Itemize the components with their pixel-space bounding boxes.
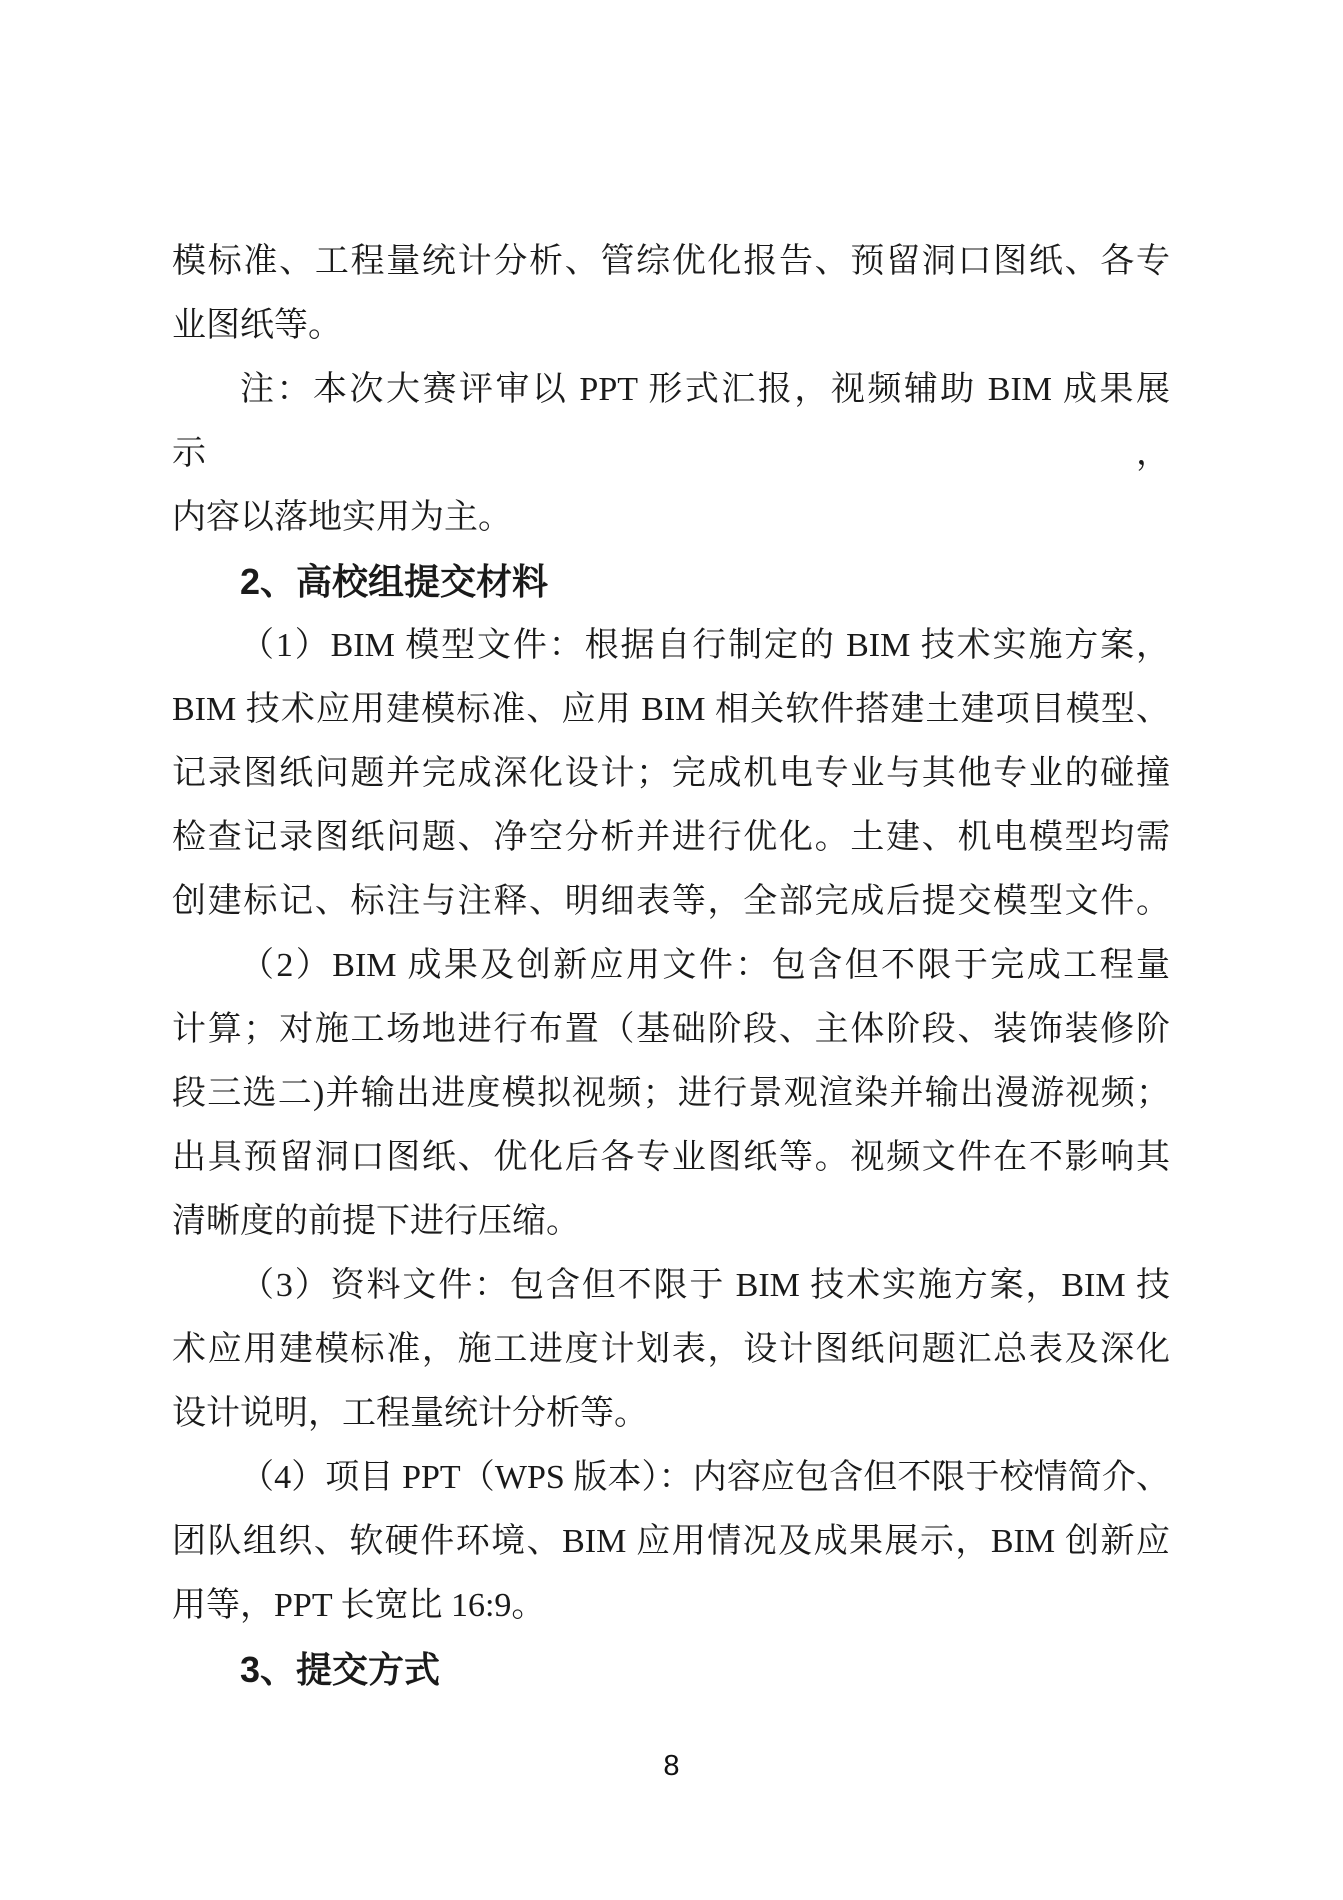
page-footer [0, 1750, 1343, 1783]
text-line: 模标准、工程量统计分析、管综优化报告、预留洞口图纸、各专 [172, 243, 1170, 280]
paragraph [172, 358, 1170, 550]
text-line: 术应用建模标准，施工进度计划表，设计图纸问题汇总表及深化 [172, 1331, 1170, 1368]
paragraph [172, 934, 1170, 1254]
text-line: （1）BIM 模型文件：根据自行制定的 BIM 技术实施方案， [240, 627, 1170, 664]
text-line: 记录图纸问题并完成深化设计；完成机电专业与其他专业的碰撞 [172, 755, 1170, 792]
text-line: 清晰度的前提下进行压缩。 [172, 1203, 580, 1240]
text-line: （3）资料文件：包含但不限于 BIM 技术实施方案，BIM 技 [240, 1267, 1170, 1304]
text-line: 2、高校组提交材料 [240, 561, 549, 602]
text-line: BIM 技术应用建模标准、应用 BIM 相关软件搭建土建项目模型、 [172, 691, 1170, 728]
text-line: 业图纸等。 [172, 307, 342, 344]
text-line: 检查记录图纸问题、净空分析并进行优化。土建、机电模型均需 [172, 819, 1170, 856]
document-content [172, 230, 1170, 1702]
paragraph [172, 1446, 1170, 1638]
text-line: 3、提交方式 [240, 1649, 441, 1690]
paragraph [172, 230, 1170, 358]
text-line: 用等，PPT 长宽比 16:9。 [172, 1587, 546, 1624]
text-line: 计算；对施工场地进行布置（基础阶段、主体阶段、装饰装修阶 [172, 1011, 1170, 1048]
text-line: 注：本次大赛评审以 PPT 形式汇报，视频辅助 BIM 成果展示， [172, 371, 1170, 472]
paragraph [172, 614, 1170, 934]
text-line: 创建标记、标注与注释、明细表等，全部完成后提交模型文件。 [172, 883, 1170, 920]
section-heading [172, 1638, 1170, 1702]
section-heading [172, 550, 1170, 614]
text-line: 团队组织、软硬件环境、BIM 应用情况及成果展示，BIM 创新应 [172, 1523, 1170, 1560]
text-line: 内容以落地实用为主。 [172, 499, 512, 536]
text-line: 设计说明，工程量统计分析等。 [172, 1395, 648, 1432]
text-line: （2）BIM 成果及创新应用文件：包含但不限于完成工程量 [240, 947, 1170, 984]
page-number: 8 [663, 1750, 680, 1782]
paragraph [172, 1254, 1170, 1446]
text-line: 段三选二)并输出进度模拟视频；进行景观渲染并输出漫游视频； [172, 1075, 1170, 1112]
text-line: （4）项目 PPT（WPS 版本）：内容应包含但不限于校情简介、 [240, 1459, 1170, 1496]
text-line: 出具预留洞口图纸、优化后各专业图纸等。视频文件在不影响其 [172, 1139, 1170, 1176]
